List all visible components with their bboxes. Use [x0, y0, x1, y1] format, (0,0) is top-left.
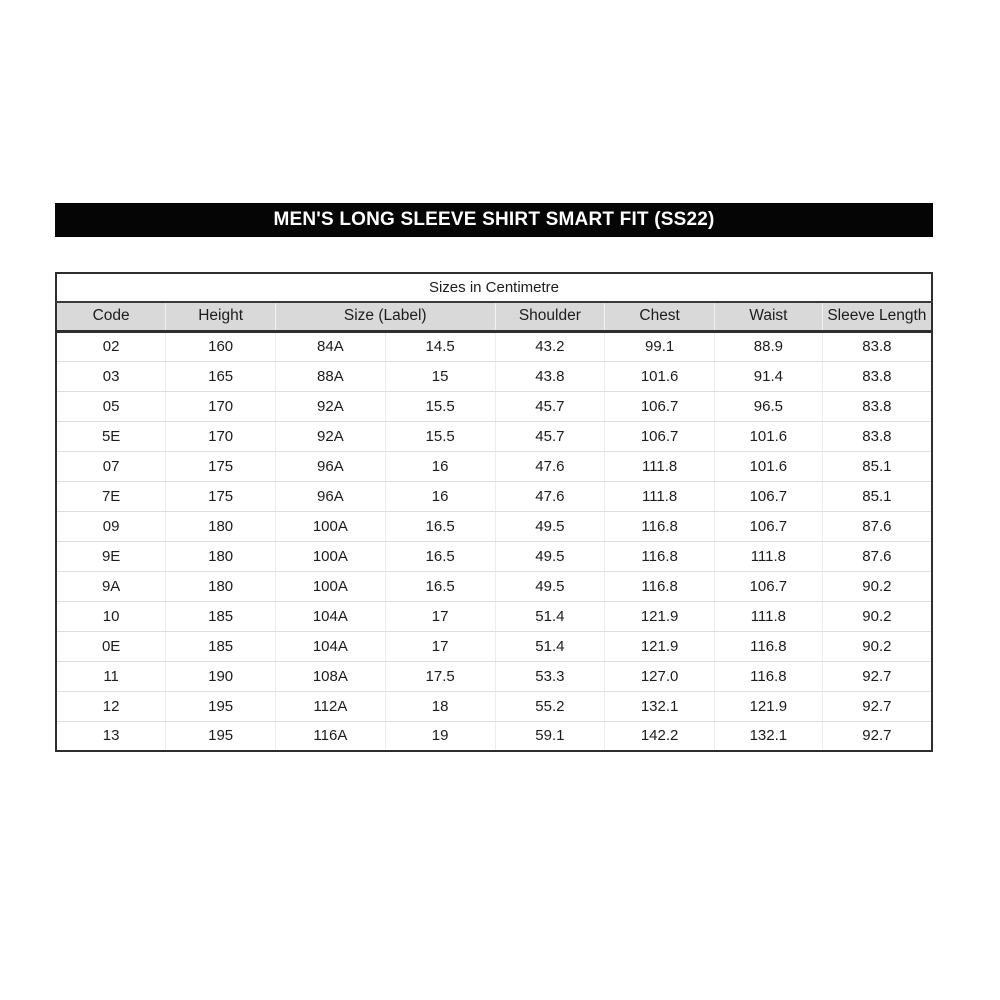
table-cell: 53.3 — [495, 661, 605, 691]
table-cell: 185 — [166, 631, 276, 661]
table-cell: 101.6 — [715, 421, 823, 451]
table-cell: 88.9 — [715, 331, 823, 361]
table-cell: 92A — [276, 421, 386, 451]
table-cell: 51.4 — [495, 631, 605, 661]
table-cell: 121.9 — [605, 631, 715, 661]
table-cell: 116.8 — [715, 661, 823, 691]
table-cell: 175 — [166, 451, 276, 481]
table-cell: 116.8 — [605, 511, 715, 541]
table-row — [56, 631, 932, 661]
table-cell: 92.7 — [822, 661, 932, 691]
column-header-size-label: Size (Label) — [276, 302, 496, 331]
table-cell: 132.1 — [605, 691, 715, 721]
table-cell: 92.7 — [822, 691, 932, 721]
column-header-height: Height — [166, 302, 276, 331]
table-cell: 7E — [56, 481, 166, 511]
table-cell: 9E — [56, 541, 166, 571]
table-cell: 45.7 — [495, 391, 605, 421]
table-cell: 49.5 — [495, 571, 605, 601]
table-cell: 83.8 — [822, 421, 932, 451]
table-cell: 10 — [56, 601, 166, 631]
table-cell: 190 — [166, 661, 276, 691]
column-header-row — [56, 302, 932, 331]
column-header-code: Code — [56, 302, 166, 331]
table-cell: 45.7 — [495, 421, 605, 451]
table-cell: 9A — [56, 571, 166, 601]
table-cell: 90.2 — [822, 601, 932, 631]
column-header-waist: Waist — [715, 302, 823, 331]
table-cell: 100A — [276, 541, 386, 571]
table-cell: 87.6 — [822, 541, 932, 571]
table-cell: 83.8 — [822, 331, 932, 361]
table-row — [56, 421, 932, 451]
table-cell: 180 — [166, 571, 276, 601]
size-table-container — [55, 272, 933, 752]
table-cell: 116A — [276, 721, 386, 751]
table-cell: 142.2 — [605, 721, 715, 751]
units-caption: Sizes in Centimetre — [56, 273, 932, 302]
table-cell: 91.4 — [715, 361, 823, 391]
table-cell: 43.8 — [495, 361, 605, 391]
table-cell: 106.7 — [605, 421, 715, 451]
size-table — [55, 272, 933, 752]
table-cell: 195 — [166, 691, 276, 721]
table-cell: 106.7 — [715, 511, 823, 541]
table-row — [56, 481, 932, 511]
table-row — [56, 541, 932, 571]
table-cell: 90.2 — [822, 631, 932, 661]
table-cell: 116.8 — [715, 631, 823, 661]
table-cell: 47.6 — [495, 481, 605, 511]
table-row — [56, 451, 932, 481]
table-cell: 104A — [276, 631, 386, 661]
table-cell: 101.6 — [715, 451, 823, 481]
table-cell: 83.8 — [822, 391, 932, 421]
table-row — [56, 721, 932, 751]
table-cell: 121.9 — [605, 601, 715, 631]
table-cell: 104A — [276, 601, 386, 631]
table-cell: 15.5 — [385, 421, 495, 451]
table-cell: 160 — [166, 331, 276, 361]
table-cell: 116.8 — [605, 571, 715, 601]
table-row — [56, 601, 932, 631]
table-cell: 96A — [276, 451, 386, 481]
table-cell: 180 — [166, 511, 276, 541]
table-cell: 106.7 — [605, 391, 715, 421]
column-header-chest: Chest — [605, 302, 715, 331]
table-cell: 19 — [385, 721, 495, 751]
table-row — [56, 691, 932, 721]
table-row — [56, 511, 932, 541]
table-cell: 16 — [385, 481, 495, 511]
table-cell: 15.5 — [385, 391, 495, 421]
table-cell: 17 — [385, 631, 495, 661]
table-cell: 111.8 — [715, 601, 823, 631]
table-cell: 13 — [56, 721, 166, 751]
table-cell: 180 — [166, 541, 276, 571]
table-row — [56, 571, 932, 601]
table-cell: 59.1 — [495, 721, 605, 751]
table-cell: 5E — [56, 421, 166, 451]
table-cell: 108A — [276, 661, 386, 691]
table-cell: 14.5 — [385, 331, 495, 361]
table-cell: 100A — [276, 571, 386, 601]
table-cell: 96A — [276, 481, 386, 511]
table-cell: 43.2 — [495, 331, 605, 361]
table-cell: 18 — [385, 691, 495, 721]
table-row — [56, 661, 932, 691]
table-cell: 106.7 — [715, 571, 823, 601]
table-cell: 92A — [276, 391, 386, 421]
table-cell: 0E — [56, 631, 166, 661]
size-table-body — [56, 331, 932, 751]
table-cell: 05 — [56, 391, 166, 421]
column-header-sleeve-length: Sleeve Length — [822, 302, 932, 331]
table-cell: 55.2 — [495, 691, 605, 721]
table-cell: 84A — [276, 331, 386, 361]
table-cell: 02 — [56, 331, 166, 361]
table-cell: 112A — [276, 691, 386, 721]
table-cell: 106.7 — [715, 481, 823, 511]
table-cell: 16.5 — [385, 541, 495, 571]
units-caption-row — [56, 273, 932, 302]
table-row — [56, 361, 932, 391]
table-row — [56, 391, 932, 421]
table-cell: 90.2 — [822, 571, 932, 601]
table-cell: 12 — [56, 691, 166, 721]
table-cell: 195 — [166, 721, 276, 751]
table-cell: 47.6 — [495, 451, 605, 481]
table-cell: 99.1 — [605, 331, 715, 361]
table-cell: 51.4 — [495, 601, 605, 631]
table-cell: 49.5 — [495, 511, 605, 541]
table-cell: 16.5 — [385, 511, 495, 541]
table-cell: 85.1 — [822, 481, 932, 511]
table-cell: 111.8 — [605, 451, 715, 481]
table-cell: 96.5 — [715, 391, 823, 421]
table-cell: 92.7 — [822, 721, 932, 751]
table-cell: 15 — [385, 361, 495, 391]
table-cell: 170 — [166, 391, 276, 421]
table-cell: 16.5 — [385, 571, 495, 601]
table-row — [56, 331, 932, 361]
table-cell: 83.8 — [822, 361, 932, 391]
table-cell: 09 — [56, 511, 166, 541]
table-cell: 185 — [166, 601, 276, 631]
table-cell: 111.8 — [605, 481, 715, 511]
table-cell: 175 — [166, 481, 276, 511]
table-cell: 165 — [166, 361, 276, 391]
table-cell: 121.9 — [715, 691, 823, 721]
table-cell: 17 — [385, 601, 495, 631]
table-cell: 03 — [56, 361, 166, 391]
table-cell: 17.5 — [385, 661, 495, 691]
table-cell: 127.0 — [605, 661, 715, 691]
title-banner: MEN'S LONG SLEEVE SHIRT SMART FIT (SS22) — [55, 203, 933, 237]
table-cell: 170 — [166, 421, 276, 451]
table-cell: 101.6 — [605, 361, 715, 391]
table-cell: 85.1 — [822, 451, 932, 481]
table-cell: 132.1 — [715, 721, 823, 751]
table-cell: 87.6 — [822, 511, 932, 541]
column-header-shoulder: Shoulder — [495, 302, 605, 331]
table-cell: 11 — [56, 661, 166, 691]
table-cell: 49.5 — [495, 541, 605, 571]
table-cell: 88A — [276, 361, 386, 391]
table-cell: 111.8 — [715, 541, 823, 571]
table-cell: 07 — [56, 451, 166, 481]
table-cell: 16 — [385, 451, 495, 481]
table-cell: 100A — [276, 511, 386, 541]
table-cell: 116.8 — [605, 541, 715, 571]
